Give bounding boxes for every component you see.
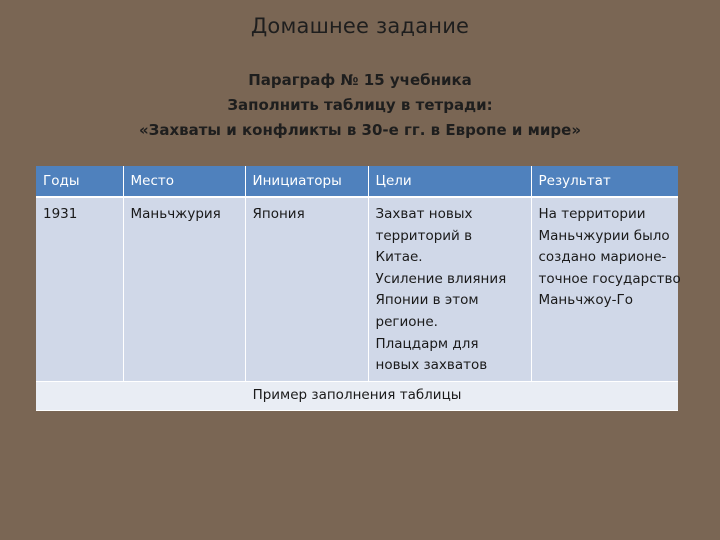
homework-table: [36, 166, 681, 411]
assignment-line: Заполнить таблицу в тетради:: [227, 96, 493, 114]
header-years: Годы: [36, 166, 123, 197]
goals-line: территорий в: [375, 227, 473, 244]
goals-line: Захват новых: [375, 206, 473, 222]
assignment-line: Параграф № 15 учебника: [248, 71, 472, 89]
goals-line: новых захватов: [375, 357, 488, 374]
goals-line: Плацдарм для: [375, 335, 479, 352]
result-line: точное государство: [538, 270, 681, 287]
goals-line: Китае.: [375, 249, 423, 266]
cell-initiators: Япония: [245, 197, 368, 381]
cell-year: 1931: [36, 197, 123, 381]
table-caption: Пример заполнения таблицы: [36, 381, 678, 410]
header-initiators: Инициаторы: [245, 166, 368, 197]
goals-line: Японии в этом: [375, 292, 479, 309]
header-place: Место: [123, 166, 245, 197]
result-line: На территории: [538, 206, 646, 222]
goals-line: регионе.: [375, 313, 438, 330]
goals-line: Усиление влияния: [375, 270, 507, 287]
result-line: Маньчжоу-Го: [538, 292, 633, 309]
cell-goals: [368, 197, 531, 381]
table-header-row: [36, 166, 678, 197]
cell-result: [531, 197, 681, 381]
slide-title: Домашнее задание: [250, 14, 470, 38]
assignment-text: [0, 68, 720, 143]
result-line: создано марионе-: [538, 249, 667, 266]
table-caption-row: [36, 381, 678, 410]
header-result: Результат: [531, 166, 678, 197]
header-goals: Цели: [368, 166, 531, 197]
result-line: Маньчжурии было: [538, 227, 670, 244]
table-row: [36, 197, 678, 381]
assignment-line: «Захваты и конфликты в 30-е гг. в Европе и мире»: [138, 121, 582, 139]
cell-place: Маньчжурия: [123, 197, 245, 381]
